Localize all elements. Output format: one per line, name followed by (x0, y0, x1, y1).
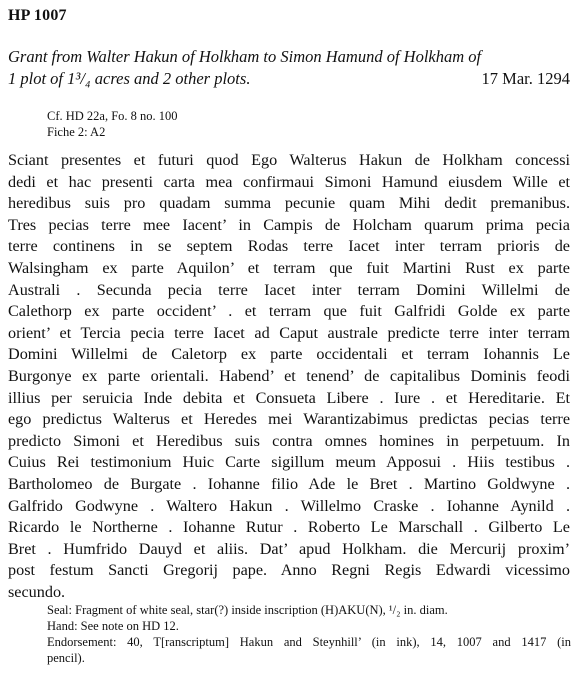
body-line: orient’ et Tercia pecia terre Iacet ad Caput australe predicte terre inter terram (8, 323, 570, 342)
body-line: Sciant presentes et futuri quod Ego Walterus Hakun de Holkham concessi (8, 151, 570, 169)
title-line: 1 plot of 1³/₄ acres and 2 other plots. (8, 69, 251, 88)
reference-line: Fiche 2: A2 (47, 125, 106, 139)
body-line: Bret . Humfrido Dauyd et aliis. Dat’ apud Holkham. die Mercurij proxim’ (8, 539, 570, 558)
hand-note: Hand: See note on HD 12. (47, 619, 179, 633)
body-line: Tres pecias terre mee Iacent’ in Campis de Holcham quarum prima pecia (8, 215, 570, 234)
references (47, 108, 178, 140)
document-date: 17 Mar. 1294 (481, 69, 570, 88)
body-line: post festum Sancti Gregorij pape. Anno Regni Regis Edwardi vicessimo (8, 561, 570, 580)
body-line: ego predictus Walterus et Heredes mei Warantizabimus predictas pecias terre (8, 410, 570, 429)
reference-line: Cf. HD 22a, Fo. 8 no. 100 (47, 109, 178, 123)
body-line: terre continens in se septem Rodas terre Iacet inter terram prioris de (8, 237, 570, 256)
body-line: illius per seruicia Inde debita et Consueta Libere . Iure . et Hereditarie. Et (8, 388, 570, 407)
notes (47, 602, 571, 666)
body-line: Domini Willelmi de Caletorp ex parte occidentali et terram Iohannis Le (8, 345, 570, 364)
title-line: Grant from Walter Hakun of Holkham to Simon Hamund of Holkham of (8, 47, 482, 66)
body-line: Calethorp ex parte occident’ . et terram que fuit Galfridi Golde ex parte (8, 302, 570, 321)
charter-text (8, 150, 570, 603)
body-line: Ricardo le Northerne . Iohanne Rutur . Roberto Le Marschall . Gilberto Le (8, 518, 570, 537)
seal-note: Seal: Fragment of white seal, star(?) inside inscription (H)AKU(N), ¹/₂ in. diam. (47, 603, 448, 617)
body-line: Cuius Rei testimonium Huic Carte sigillum meum Apposui . Hiis testibus . (8, 453, 570, 472)
body-line: predicto Simoni et Heredibus suis contra omnes homines in perpetuum. In (8, 431, 570, 450)
body-line: Walsingham ex parte Aquilon’ et terram que fuit Martini Rust ex parte (8, 258, 570, 277)
body-line: Burgonye ex parte orientali. Habend’ et tenend’ de capitalibus Dominis feodi (8, 366, 570, 385)
body-line: Bartholomeo de Burgate . Iohanne filio Ade le Bret . Martino Goldwyne . (8, 474, 570, 493)
body-line: Australi . Secunda pecia terre Iacet inter terram Domini Willelmi de (8, 280, 570, 299)
endorsement-note: Endorsement: 40, T[ranscriptum] Hakun and Steynhill’ (in ink), 14, 1007 and 1417 (in (47, 635, 571, 649)
body-line: dedi et hac presenti carta mea confirmaui Simoni Hamund eiusdem Wille et (8, 172, 570, 191)
body-line: Galfrido Godwyne . Waltero Hakun . Willelmo Craske . Iohanne Aynild . (8, 496, 570, 515)
body-line: heredibus suis pro quadam summa pecunie quam Mihi dedit premanibus. (8, 194, 570, 213)
document-id: HP 1007 (8, 7, 67, 24)
endorsement-note-continued: pencil). (47, 651, 85, 665)
body-line: secundo. (8, 582, 66, 601)
